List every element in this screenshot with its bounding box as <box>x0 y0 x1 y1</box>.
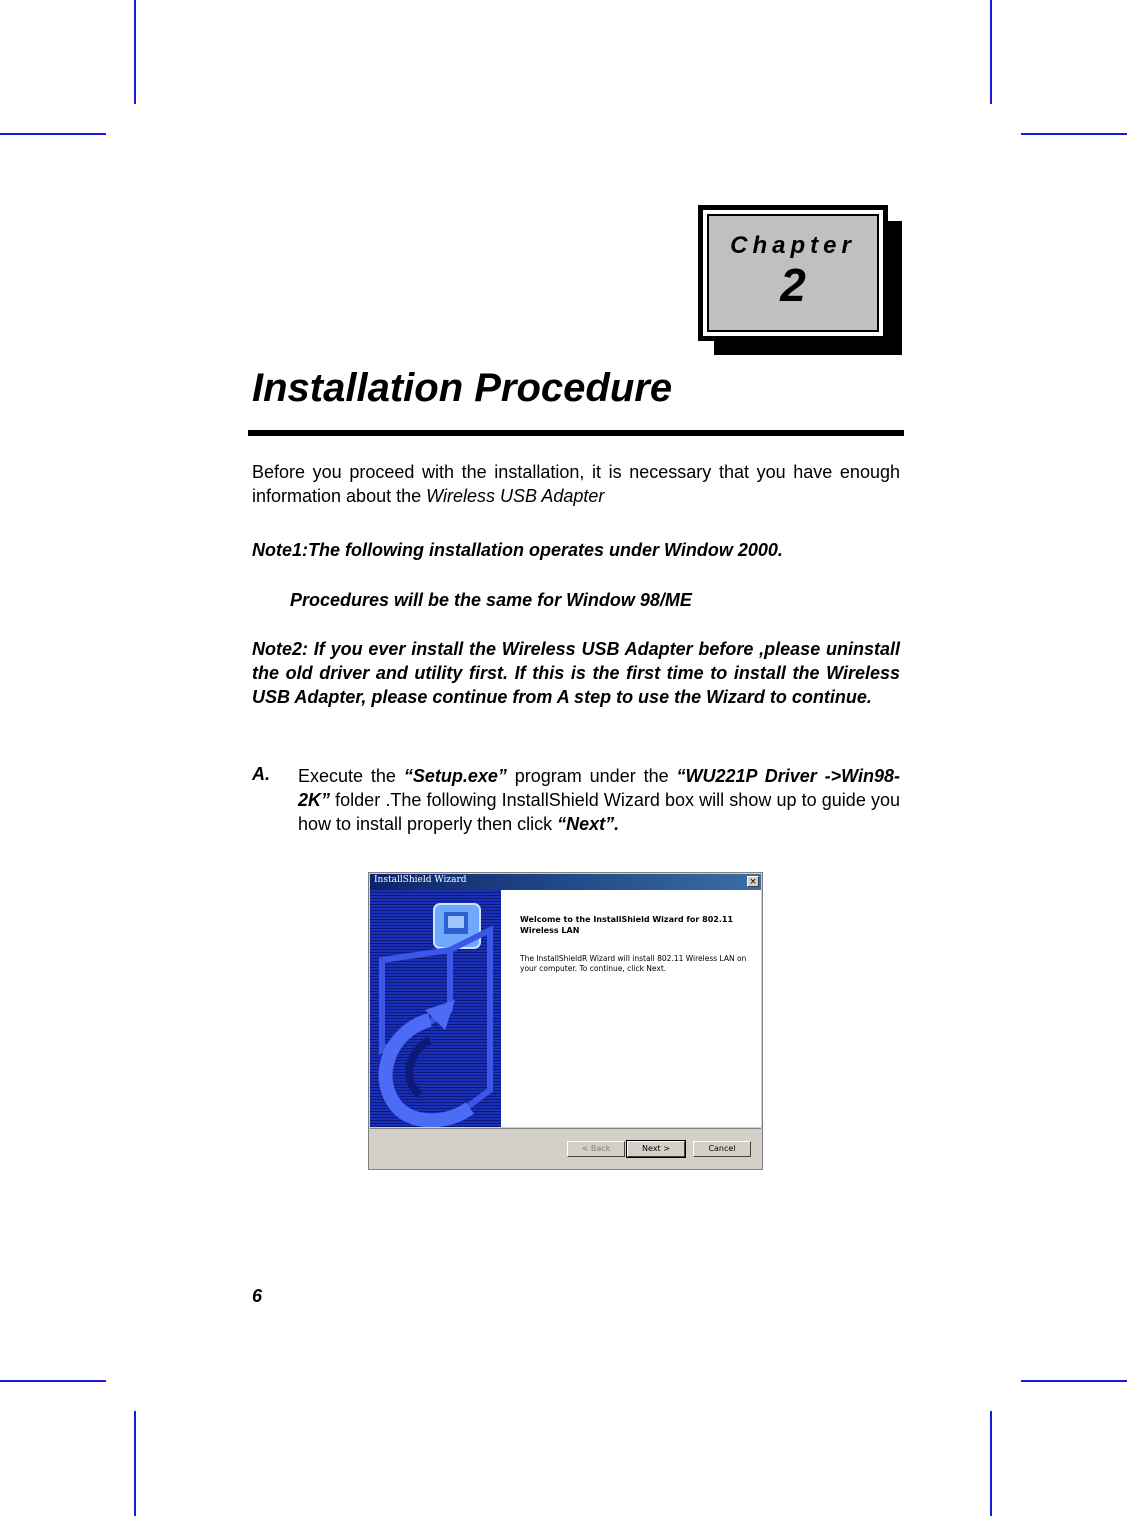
note1-line2: Procedures will be the same for Window 98/ME <box>290 590 692 610</box>
close-icon[interactable]: × <box>747 876 759 887</box>
wizard-content <box>501 890 761 1127</box>
intro-text: Before you proceed with the installation, it is necessary that you have enough information about the <box>252 462 900 506</box>
crop-mark <box>1021 1380 1127 1382</box>
page-number: 6 <box>252 1286 263 1306</box>
note1-line1: Note1:The following installation operates under Window 2000. <box>252 540 783 560</box>
crop-mark <box>1021 133 1127 135</box>
step-a-next: “Next” <box>557 814 615 834</box>
chapter-label: Chapter <box>730 232 856 259</box>
step-a-text1: Execute the <box>298 766 404 786</box>
cancel-button[interactable]: Cancel <box>693 1141 751 1157</box>
chapter-badge-inner <box>703 210 883 336</box>
crop-mark <box>0 1380 106 1382</box>
crop-mark <box>0 133 106 135</box>
title-rule <box>248 430 904 436</box>
step-a-text4: . <box>614 814 620 834</box>
dialog-titlebar <box>370 874 761 890</box>
crop-mark <box>990 1411 992 1516</box>
note2-paragraph: Note2: If you ever install the Wireless USB Adapter before ,please uninstall the old driver and utility first. If this is the first time to install the Wireless USB Adapter, please continue from A step to use the Wizard to continue. <box>252 639 900 707</box>
dialog-title: InstallShield Wizard <box>374 875 467 885</box>
intro-paragraph <box>252 460 900 508</box>
crop-mark <box>134 0 136 104</box>
chapter-badge <box>698 205 888 341</box>
step-a-driver-folder: “WU221P Driver ->Win98-2K” <box>298 766 900 810</box>
step-a-setup-exe: “Setup.exe” <box>403 766 507 786</box>
wizard-side-graphic <box>370 890 501 1127</box>
installshield-dialog <box>368 872 763 1170</box>
installshield-logo-icon <box>370 890 501 1127</box>
step-a-text2: program under the <box>506 766 677 786</box>
step-a-letter: A. <box>252 764 270 784</box>
step-a-text3: folder .The following InstallShield Wizard box will show up to guide you how to install properly then click <box>298 790 900 834</box>
wizard-footer <box>370 1128 761 1168</box>
welcome-heading: Welcome to the InstallShield Wizard for 802.11 Wireless LAN <box>520 915 734 935</box>
welcome-body: The InstallShieldR Wizard will install 802.11 Wireless LAN on your computer. To continue, click Next. <box>520 954 747 973</box>
page-title: Installation Procedure <box>252 366 673 410</box>
step-a-paragraph <box>298 764 900 836</box>
crop-mark <box>134 1411 136 1516</box>
crop-mark <box>990 0 992 104</box>
chapter-number: 2 <box>780 259 806 311</box>
intro-product: Wireless USB Adapter <box>426 486 605 506</box>
back-button[interactable]: < Back <box>567 1141 625 1157</box>
next-button[interactable]: Next > <box>627 1141 685 1157</box>
